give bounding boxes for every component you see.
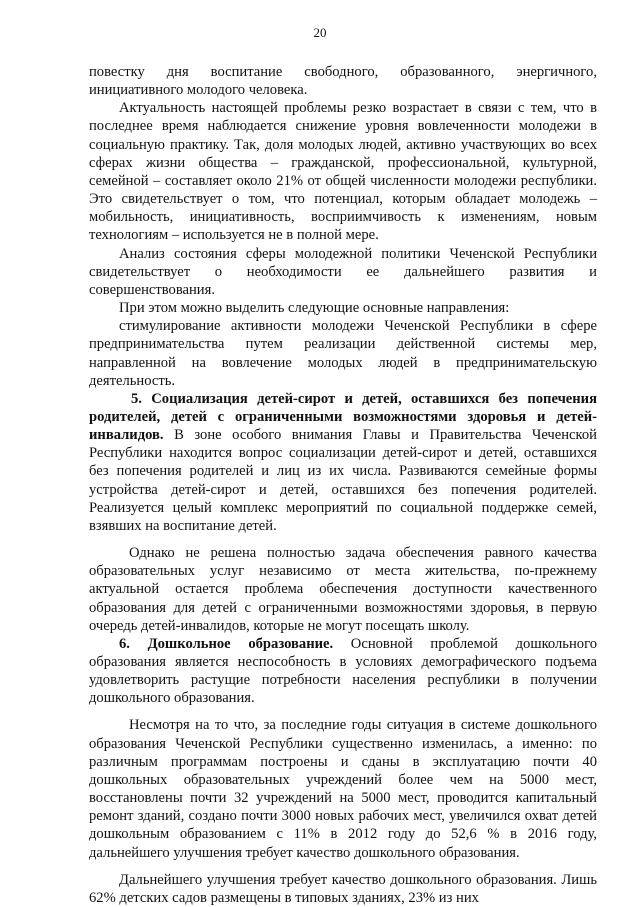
section-heading: 6. Дошкольное образование. — [119, 635, 334, 652]
section-paragraph — [89, 390, 597, 535]
section-text: Основной проблемой дошкольного образования является неспособность в условиях демографического подъема удовлетворить растущие потребности населения республики в получении дошкольного образования. — [89, 635, 597, 707]
paragraph: Анализ состояния сферы молодежной политики Чеченской Республики свидетельствует о необходимости ее дальнейшего развития и совершенствования. — [89, 245, 597, 298]
paragraph: При этом можно выделить следующие основные направления: — [119, 300, 510, 317]
page-number: 20 — [313, 25, 327, 40]
paragraph: повестку дня воспитание свободного, образованного, энергичного, инициативного молодого человека. — [89, 64, 597, 99]
section-text: В зоне особого внимания Главы и Правительства Чеченской Республики находится вопрос социализации детей-сирот и детей, оставшихся без попечения родителей и лиц из их числа. Развиваются семейные формы устройства детей-сирот и детей, оставшихся без попечения родителей. Реализуется целый комплекс мероприятий по социальной поддержке семей, взявших на воспитание детей. — [89, 427, 597, 534]
section-paragraph — [89, 635, 597, 708]
paragraph: Однако не решена полностью задача обеспечения равного качества образовательных услуг независимо от места жительства, по-прежнему актуальной остается проблема обеспечения доступности качественного образования для детей с ограниченными возможностями здоровья, в первую очередь детей-инвалидов, которые не могут посещать школу. — [89, 545, 597, 634]
paragraph: Дальнейшего улучшения требует качество дошкольного образования. Лишь 62% детских садов размещены в типовых зданиях, 23% из них — [89, 871, 597, 906]
paragraph: Актуальность настоящей проблемы резко возрастает в связи с тем, что в последнее время наблюдается снижение уровня вовлеченности молодежи в социальную практику. Так, доля молодых людей, активно участвующих во всех сферах жизни общества – гражданской, профессиональной, культурной, семейной – составляет около 21% от общей численности молодежи республики. Это свидетельствует о том, что потенциал, которым обладает молодежь – мобильность, инициативность, восприимчивость к изменениям, новым технологиям – используется не в полной мере. — [89, 100, 597, 244]
paragraph: стимулирование активности молодежи Чеченской Республики в сфере предпринимательства путем реализации действенной системы мер, направленной на вовлечение молодых людей в предпринимательскую деятельность. — [89, 318, 597, 389]
page-body — [89, 63, 597, 907]
paragraph: Несмотря на то что, за последние годы ситуация в системе дошкольного образования Чеченской Республики существенно изменилась, а именно: по различным программам построены и сданы в эксплуатацию почти 40 дошкольных образовательных учреждений более чем на 5000 мест, восстановлены почти 32 учреждений на 5000 мест, проводится капитальный ремонт зданий, создано почти 3000 новых рабочих мест, увеличился охват детей дошкольным образованием с 11% в 2012 году до 52,6 % в 2016 году, дальнейшего улучшения требует качество дошкольного образования. — [89, 717, 597, 861]
section-heading: 5. Социализация детей-сирот и детей, оставшихся без попечения родителей, детей с ограниченными возможностями здоровья и детей-инвалидов. — [89, 390, 597, 444]
